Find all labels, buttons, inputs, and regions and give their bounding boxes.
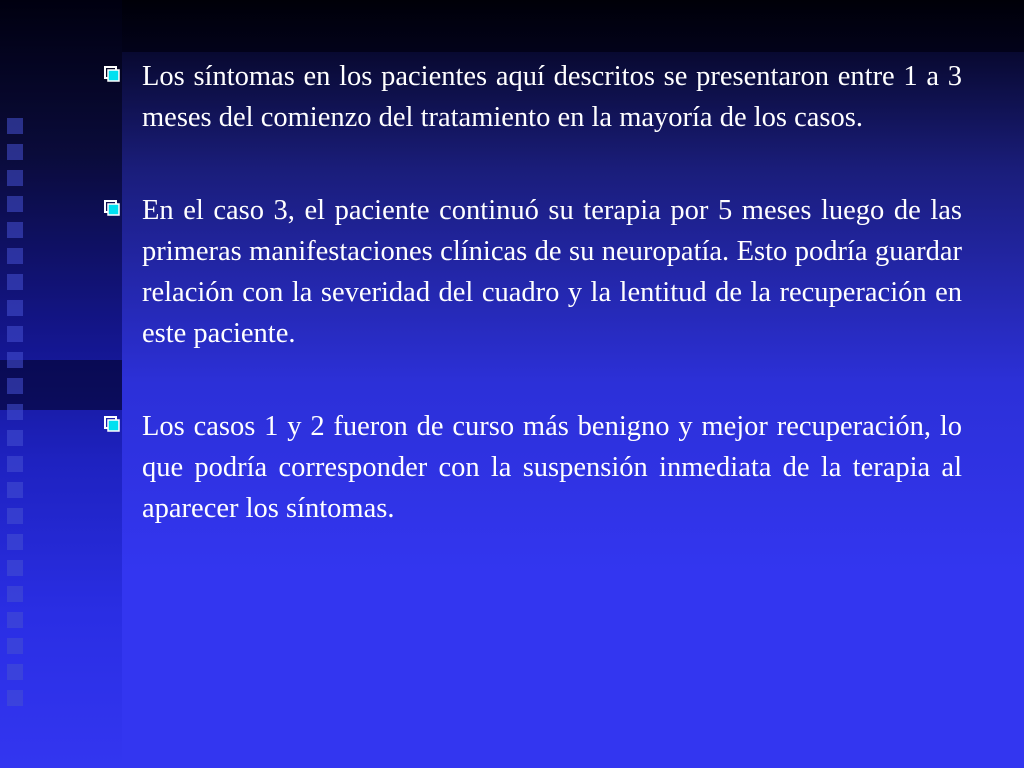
decorative-square <box>7 690 23 706</box>
decorative-square <box>7 352 23 368</box>
decorative-square <box>7 300 23 316</box>
bullet-item <box>100 56 962 138</box>
decorative-square <box>7 560 23 576</box>
bullet-item <box>100 190 962 354</box>
decorative-square <box>7 144 23 160</box>
decorative-square <box>7 118 23 134</box>
decorative-square <box>7 586 23 602</box>
decorative-square <box>7 638 23 654</box>
decorative-square <box>7 482 23 498</box>
bullet-text: En el caso 3, el paciente continuó su terapia por 5 meses luego de las primeras manifestaciones clínicas de su neuropatía. Esto podría guardar relación con la severidad del cuadro y la lentitud de la recuperación en este paciente. <box>142 195 962 349</box>
decorative-square <box>7 378 23 394</box>
decorative-square <box>7 534 23 550</box>
hollow-square-bullet-icon <box>104 200 120 216</box>
top-dark-band <box>122 0 1024 52</box>
decorative-square <box>7 664 23 680</box>
hollow-square-bullet-icon <box>104 416 120 432</box>
hollow-square-bullet-icon <box>104 66 120 82</box>
bullet-text: Los síntomas en los pacientes aquí descritos se presentaron entre 1 a 3 meses del comienzo del tratamiento en la mayoría de los casos. <box>142 61 962 133</box>
bullet-item <box>100 406 962 529</box>
decorative-square <box>7 196 23 212</box>
decorative-square <box>7 274 23 290</box>
decorative-square <box>7 170 23 186</box>
slide-content <box>100 56 962 581</box>
decorative-square <box>7 222 23 238</box>
decorative-square <box>7 326 23 342</box>
decorative-square <box>7 430 23 446</box>
decorative-square <box>7 248 23 264</box>
decorative-square <box>7 404 23 420</box>
decorative-square <box>7 508 23 524</box>
decorative-square-column <box>7 118 29 716</box>
bullet-text: Los casos 1 y 2 fueron de curso más benigno y mejor recuperación, lo que podría corresponder con la suspensión inmediata de la terapia al aparecer los síntomas. <box>142 411 962 524</box>
decorative-square <box>7 456 23 472</box>
decorative-square <box>7 612 23 628</box>
